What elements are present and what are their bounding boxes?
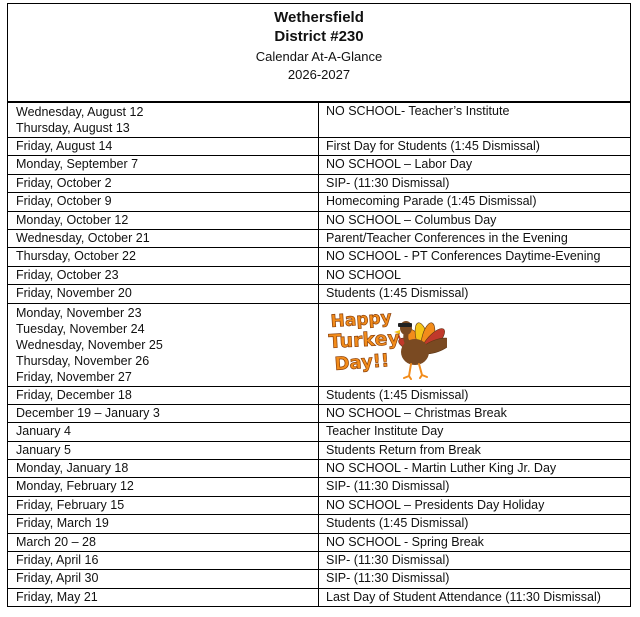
calendar-row (8, 588, 631, 606)
date-text: January 4 (16, 424, 71, 439)
school-year: 2026-2027 (287, 67, 351, 82)
date-text: December 19 – January 3 (16, 405, 160, 420)
event-cell (319, 156, 631, 174)
event-cell (319, 478, 631, 496)
event-text: Students (1:45 Dismissal) (326, 286, 469, 301)
date-cell (8, 138, 319, 156)
date-text: Friday, March 19 (16, 516, 109, 531)
date-text: Monday, November 23 (16, 305, 142, 320)
sunglasses-icon (398, 323, 412, 327)
event-cell (319, 404, 631, 422)
event-cell (319, 570, 631, 588)
event-text: NO SCHOOL (326, 267, 402, 282)
date-cell (8, 266, 319, 284)
turkey-legs (404, 364, 427, 379)
event-cell (319, 515, 631, 533)
date-text: Wednesday, November 25 (16, 337, 163, 352)
event-cell (319, 386, 631, 404)
date-text: Friday, October 9 (16, 194, 112, 209)
calendar-row (8, 423, 631, 441)
event-cell (319, 103, 631, 138)
event-text: Students Return from Break (326, 442, 481, 457)
event-text: NO SCHOOL – Christmas Break (326, 405, 507, 420)
event-cell (319, 496, 631, 514)
event-cell (319, 303, 631, 386)
event-text: SIP- (11:30 Dismissal) (326, 479, 450, 494)
turkey-word: Turkey (328, 326, 401, 353)
calendar-row (8, 460, 631, 478)
date-cell (8, 552, 319, 570)
date-cell (8, 103, 319, 138)
date-text: Friday, December 18 (16, 387, 132, 402)
calendar-row (8, 174, 631, 192)
event-cell (319, 533, 631, 551)
date-text: Friday, November 27 (16, 369, 132, 384)
date-cell (8, 460, 319, 478)
calendar-row (8, 404, 631, 422)
calendar-row (8, 285, 631, 303)
calendar-row (8, 229, 631, 247)
date-cell (8, 404, 319, 422)
event-text: NO SCHOOL – Labor Day (326, 157, 473, 172)
date-cell (8, 248, 319, 266)
district-number: District #230 (274, 28, 364, 45)
calendar-table (7, 102, 631, 607)
date-text: Wednesday, October 21 (16, 230, 150, 245)
date-cell (8, 423, 319, 441)
turkey-word: Day!! (333, 349, 390, 375)
date-cell (8, 285, 319, 303)
calendar-row (8, 156, 631, 174)
calendar-row (8, 193, 631, 211)
date-cell (8, 174, 319, 192)
event-cell (319, 211, 631, 229)
event-text: Students (1:45 Dismissal) (326, 387, 469, 402)
event-cell (319, 588, 631, 606)
date-text: Friday, August 14 (16, 139, 113, 153)
calendar-subtitle: Calendar At-A-Glance (255, 49, 383, 64)
date-text: Monday, September 7 (16, 157, 139, 172)
calendar-row (8, 103, 631, 138)
event-text: Parent/Teacher Conferences in the Evening (326, 230, 568, 245)
date-cell (8, 229, 319, 247)
event-text: SIP- (11:30 Dismissal) (326, 553, 450, 568)
event-cell (319, 193, 631, 211)
date-cell (8, 478, 319, 496)
calendar-row (8, 386, 631, 404)
date-cell (8, 303, 319, 386)
date-text: Friday, February 15 (16, 497, 125, 512)
event-cell (319, 423, 631, 441)
calendar-row (8, 266, 631, 284)
date-text: Friday, April 16 (16, 553, 99, 568)
event-text: SIP- (11:30 Dismissal) (326, 571, 450, 586)
event-text: NO SCHOOL - Martin Luther King Jr. Day (326, 461, 557, 476)
event-text: SIP- (11:30 Dismissal) (326, 175, 450, 190)
date-text: Thursday, October 22 (16, 249, 136, 264)
event-text: Teacher Institute Day (326, 424, 444, 439)
event-cell (319, 285, 631, 303)
date-text: Wednesday, August 12 (16, 105, 144, 119)
date-text: Monday, February 12 (16, 479, 134, 494)
calendar-row (8, 552, 631, 570)
calendar-row (8, 533, 631, 551)
calendar-row (8, 515, 631, 533)
event-cell (319, 460, 631, 478)
date-text: March 20 – 28 (16, 534, 96, 549)
turkey-word: Happy (329, 307, 393, 332)
date-cell (8, 156, 319, 174)
event-text: NO SCHOOL - PT Conferences Daytime-Evening (326, 249, 601, 264)
event-text: Students (1:45 Dismissal) (326, 516, 469, 531)
event-text: Homecoming Parade (1:45 Dismissal) (326, 194, 537, 209)
date-cell (8, 441, 319, 459)
date-text: Monday, October 12 (16, 212, 129, 227)
date-text: Friday, April 30 (16, 571, 99, 586)
calendar-row (8, 211, 631, 229)
event-cell (319, 174, 631, 192)
calendar-row (8, 478, 631, 496)
event-cell (319, 441, 631, 459)
event-text: NO SCHOOL – Columbus Day (326, 212, 497, 227)
date-cell (8, 193, 319, 211)
happy-turkey-day-illustration (327, 308, 447, 380)
calendar-row (8, 441, 631, 459)
event-text: NO SCHOOL – Presidents Day Holiday (326, 497, 545, 512)
calendar-row (8, 248, 631, 266)
date-cell (8, 533, 319, 551)
date-cell (8, 386, 319, 404)
event-cell (319, 229, 631, 247)
event-cell (319, 138, 631, 156)
event-cell (319, 248, 631, 266)
date-text: Monday, January 18 (16, 461, 129, 476)
date-text: Thursday, August 13 (16, 121, 130, 135)
district-name: Wethersfield (274, 9, 364, 26)
date-text: Tuesday, November 24 (16, 321, 145, 336)
calendar-row (8, 496, 631, 514)
event-cell (319, 266, 631, 284)
date-text: Friday, October 2 (16, 175, 112, 190)
calendar-document (7, 3, 631, 607)
event-text: Last Day of Student Attendance (11:30 Dismissal) (326, 589, 601, 604)
date-text: Friday, October 23 (16, 267, 119, 282)
date-cell (8, 515, 319, 533)
date-text: Thursday, November 26 (16, 353, 150, 368)
event-text: NO SCHOOL - Spring Break (326, 534, 484, 549)
event-text: First Day for Students (1:45 Dismissal) (326, 139, 540, 153)
date-cell (8, 570, 319, 588)
date-cell (8, 588, 319, 606)
date-cell (8, 211, 319, 229)
calendar-header (7, 3, 631, 102)
event-text: NO SCHOOL- Teacher’s Institute (326, 104, 510, 118)
calendar-row (8, 303, 631, 386)
event-cell (319, 552, 631, 570)
date-cell (8, 496, 319, 514)
calendar-row (8, 138, 631, 156)
date-text: Friday, May 21 (16, 589, 98, 604)
date-text: Friday, November 20 (16, 286, 132, 301)
calendar-row (8, 570, 631, 588)
date-text: January 5 (16, 442, 71, 457)
